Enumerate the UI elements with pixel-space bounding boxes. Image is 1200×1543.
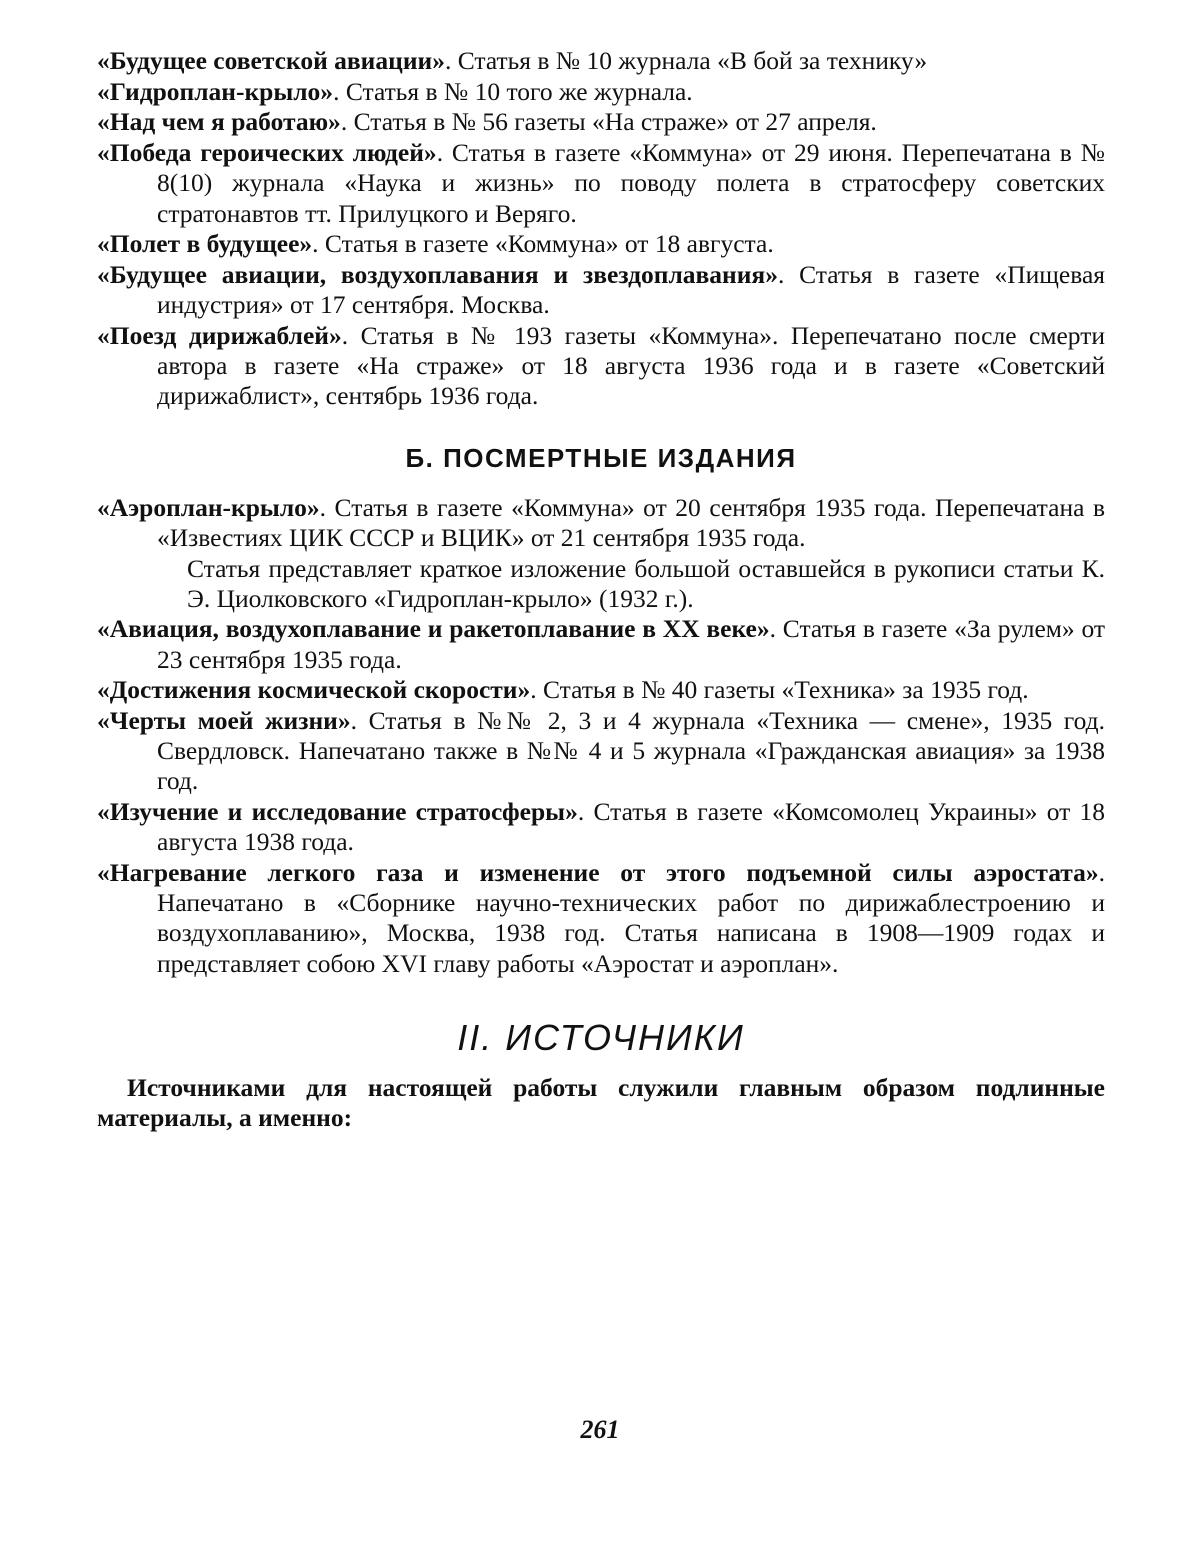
bibliography-entry xyxy=(97,675,1105,705)
part-title-sources: II. ИСТОЧНИКИ xyxy=(457,1016,745,1058)
entry-title: «Поезд дирижаблей» xyxy=(97,320,342,350)
entry-text: . Статья в № 10 журнала «В бой за технику» xyxy=(444,46,928,75)
bibliography-entry xyxy=(97,858,1105,979)
bibliography-entry xyxy=(97,321,1105,412)
bibliography-entry xyxy=(97,229,1105,259)
bibliography-entry xyxy=(97,797,1105,857)
entry-title: «Победа героических людей» xyxy=(97,138,437,168)
document-page xyxy=(97,46,1105,1134)
bibliography-entry xyxy=(97,46,1105,76)
entry-text: . Статья в газете «Коммуна» от 20 сентября 1935 года. Перепечатана в «Известиях ЦИК СССР и ВЦИК» от 21 сентября 1935 года. xyxy=(157,492,1105,552)
entry-title: «Изучение и исследование стратосферы» xyxy=(97,797,578,827)
entry-title: «Авиация, воздухоплавание и ракетоплавание в XX веке» xyxy=(97,614,770,644)
bibliography-entry xyxy=(97,614,1105,674)
entry-title: «Нагревание легкого газа и изменение от этого подъемной силы аэростата» xyxy=(97,858,1099,888)
entry-title: «Будущее авиации, воздухоплавания и звездоплавания» xyxy=(97,259,778,289)
entry-title: «Достижения космической скорости» xyxy=(97,675,531,705)
bibliography-entry xyxy=(97,493,1105,553)
bibliography-list-b xyxy=(97,493,1105,979)
entry-note: Статья представляет краткое изложение большой оставшейся в рукописи статьи К. Э. Циолковского «Гидроплан-крыло» (1932 г.). xyxy=(187,553,1105,613)
sources-paragraph: Источниками для настоящей работы служили главным образом подлинные материалы, а именно: xyxy=(97,1073,1105,1133)
entry-title: «Аэроплан-крыло» xyxy=(97,492,320,522)
entry-text: . Статья в № 193 газеты «Коммуна». Перепечатано после смерти автора в газете «На страже» от 18 августа 1936 года и в газете «Советский дирижаблист», сентябрь 1936 года. xyxy=(157,320,1105,411)
entry-text: . Статья в № 56 газеты «На страже» от 27 апреля. xyxy=(340,107,877,137)
entry-title: «Полет в будущее» xyxy=(97,229,313,259)
entry-text: . Напечатано в «Сборнике научно-технических работ по дирижаблестроению и воздухоплаванию», Москва, 1938 год. Статья написана в 1908—1909 годах и представляет собою XVI главу работы «Аэростат и аэроплан». xyxy=(157,858,1105,978)
entry-title: «Черты моей жизни» xyxy=(97,706,351,736)
bibliography-entry xyxy=(97,138,1105,229)
bibliography-list-a xyxy=(97,46,1105,411)
page-number: 261 xyxy=(580,1415,620,1444)
section-title-posthumous: Б. ПОСМЕРТНЫЕ ИЗДАНИЯ xyxy=(405,443,797,474)
entry-title: «Будущее советской авиации» xyxy=(97,46,445,75)
entry-text: . Статья в №№ 2, 3 и 4 журнала «Техника — смене», 1935 год. Свердловск. Напечатано также в №№ 4 и 5 журнала «Гражданская авиация» за 1938 год. xyxy=(157,706,1105,796)
entry-text: . Статья в № 40 газеты «Техника» за 1935 год. xyxy=(530,675,1029,705)
entry-text: . Статья в газете «За рулем» от 23 сентября 1935 года. xyxy=(157,614,1105,674)
bibliography-entry xyxy=(97,260,1105,320)
entry-text: . Статья в № 10 того же журнала. xyxy=(333,76,693,106)
bibliography-entry xyxy=(97,77,1105,107)
entry-text: . Статья в газете «Пищевая индустрия» от 17 сентября. Москва. xyxy=(157,259,1105,320)
entry-text: . Статья в газете «Комсомолец Украины» от 18 августа 1938 года. xyxy=(157,797,1105,857)
entry-title: «Над чем я работаю» xyxy=(97,107,341,137)
entry-text: . Статья в газете «Коммуна» от 29 июня. Перепечатана в № 8(10) журнала «Наука и жизнь» по поводу полета в стратосферу советских стратонавтов тт. Прилуцкого и Веряго. xyxy=(157,138,1105,228)
entry-text: . Статья в газете «Коммуна» от 18 августа. xyxy=(312,229,774,259)
bibliography-entry xyxy=(97,706,1105,797)
entry-title: «Гидроплан-крыло» xyxy=(97,76,334,106)
bibliography-entry xyxy=(97,107,1105,137)
